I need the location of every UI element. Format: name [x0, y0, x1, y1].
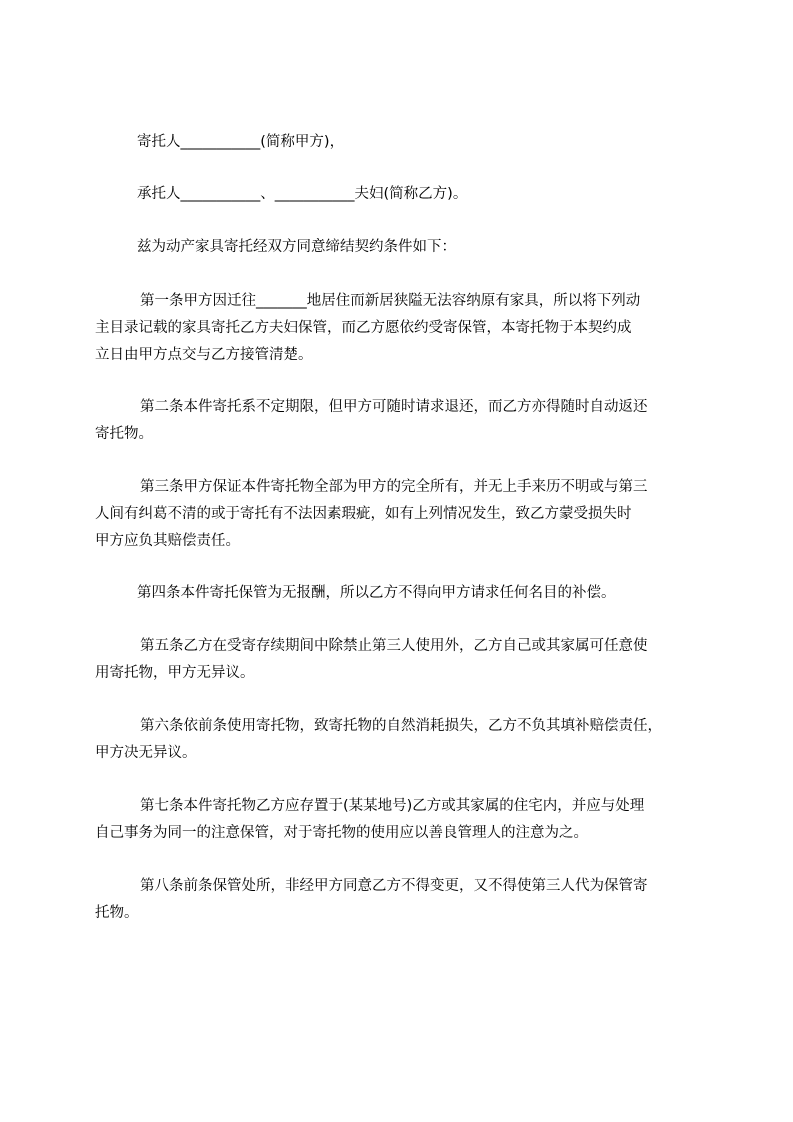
article-5-line-1: 第五条乙方在受寄存续期间中除禁止第三人使用外，乙方自己或其家属可任意使: [140, 638, 648, 654]
article-2-line-2: 寄托物。: [95, 426, 153, 442]
article-1-line-3: 立日由甲方点交与乙方接管清楚。: [95, 347, 313, 363]
article-6-line-1: 第六条依前条使用寄托物，致寄托物的自然消耗损失，乙方不负其填补赔偿责任，: [140, 718, 662, 734]
article-8-line-1: 第八条前条保管处所，非经甲方同意乙方不得变更，又不得使第三人代为保管寄: [140, 878, 648, 894]
article-7-line-2: 自己事务为同一的注意保管，对于寄托物的使用应以善良管理人的注意为之。: [95, 825, 588, 841]
intro-line: 兹为动产家具寄托经双方同意缔结契约条件如下：: [137, 239, 456, 255]
article-3-line-3: 甲方应负其赔偿责任。: [95, 533, 240, 549]
consignee-line: 承托人___________、___________夫妇(简称乙方)。: [137, 186, 468, 202]
article-3-line-2: 人间有纠葛不清的或于寄托有不法因素瑕疵，如有上列情况发生，致乙方蒙受损失时: [95, 506, 632, 522]
article-8-line-2: 托物。: [95, 905, 139, 921]
article-7-line-1: 第七条本件寄托物乙方应存置于(某某地号)乙方或其家属的住宅内，并应与处理: [140, 798, 645, 814]
article-4-line-1: 第四条本件寄托保管为无报酬，所以乙方不得向甲方请求任何名目的补偿。: [137, 585, 616, 601]
article-2-line-1: 第二条本件寄托系不定期限，但甲方可随时请求退还，而乙方亦得随时自动返还: [140, 399, 648, 415]
article-1-line-2: 主目录记载的家具寄托乙方夫妇保管，而乙方愿依约受寄保管，本寄托物于本契约成: [95, 320, 632, 336]
consignor-line: 寄托人___________(简称甲方)，: [137, 134, 345, 150]
article-5-line-2: 用寄托物，甲方无异议。: [95, 665, 255, 681]
article-3-line-1: 第三条甲方保证本件寄托物全部为甲方的完全所有，并无上手来历不明或与第三: [140, 479, 648, 495]
article-6-line-2: 甲方决无异议。: [95, 745, 197, 761]
article-1-line-1: 第一条甲方因迁往_______地居住而新居狭隘无法容纳原有家具，所以将下列动: [140, 293, 641, 309]
